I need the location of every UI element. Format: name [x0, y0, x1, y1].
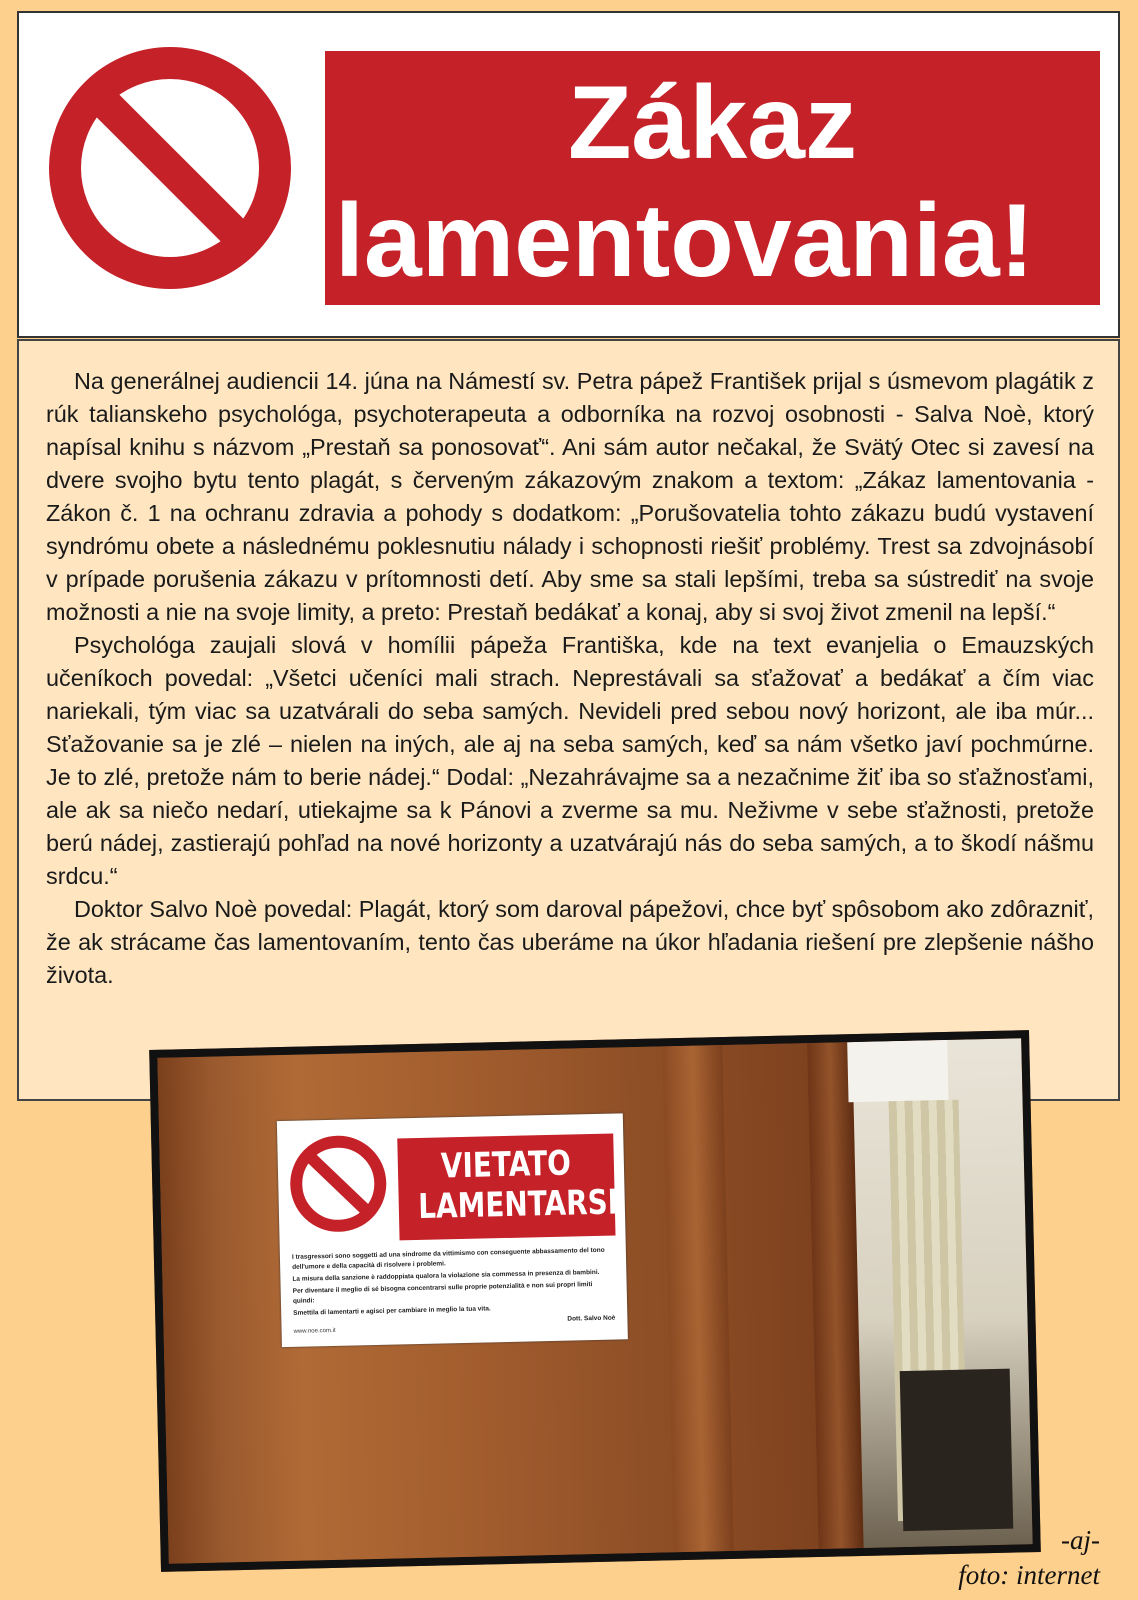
- door-edge: [662, 1045, 733, 1552]
- poster-title-box: [397, 1134, 619, 1241]
- poster-title-1: VIETATO: [440, 1143, 572, 1187]
- headline-line-2: lamentovania!: [335, 183, 1035, 299]
- poster-url: www.noe.com.it: [293, 1327, 336, 1335]
- poster-text-4: Smettila di lamentarti e agisci per cambiare in meglio la tua vita.: [293, 1305, 491, 1317]
- door-photo: [149, 1030, 1041, 1572]
- poster-text-1: I trasgressori sono soggetti ad una sindrome da vittimismo con conseguente abbassamento del tono dell'umore e della capacità di risolvere i problemi.: [291, 1246, 605, 1271]
- article-paragraph-1: Na generálnej audiencii 14. júna na Námestí sv. Petra pápež František prijal s úsmevom plagátik z rúk talianskeho psychológa, psychoterapeuta a odborníka na rozvoj osobnosti - Salva Noè, ktorý napísal knihu s názvom „Prestaň sa ponosovať“. Ani sám autor nečakal, že Svätý Otec si zavesí na dvere svojho bytu tento plagát, s červeným zákazovým znakom a textom: „Zákaz lamentovania - Zákon č. 1 na ochranu zdravia a pohody s dodatkom: „Porušovatelia tohto zákazu budú vystavení syndrómu obete a následnému poklesnutiu nálady i schopnosti riešiť problémy. Trest sa zdvojnásobí v prípade porušenia zákazu v prítomnosti detí. Aby sme sa stali lepšími, treba sa sústrediť na svoje možnosti a nie na svoje limity, a preto: Prestaň bedákať a konaj, aby si svoj život zmenil na lepší.“: [46, 368, 1094, 625]
- headline-banner: [17, 11, 1120, 338]
- prohibition-sign-icon: [45, 43, 295, 293]
- poster-small-text: [292, 1246, 616, 1333]
- author-credit: -aj-: [1061, 1525, 1100, 1555]
- headline-line-1: Zákaz: [567, 65, 858, 181]
- article-box: [17, 339, 1120, 1101]
- poster-title-2: LAMENTARSI: [417, 1182, 619, 1227]
- poster-text-2: La misura della sanzione è raddoppiata qualora la violazione sia commessa in presenza di bambini.: [292, 1268, 600, 1283]
- article-text: [46, 365, 1094, 992]
- headline-box: [325, 51, 1100, 305]
- window: [847, 1040, 948, 1102]
- furniture: [900, 1369, 1014, 1531]
- photo-credit: foto: internet: [958, 1560, 1100, 1590]
- poster-text-5: Dott. Salvo Noè: [567, 1314, 616, 1323]
- poster-prohibition-sign-icon: [287, 1133, 389, 1235]
- door-poster: [277, 1113, 628, 1347]
- poster-text-3: Per diventare il meglio di sé bisogna concentrarsi sulle proprie potenzialità e non sui propri limiti quindi:: [292, 1281, 593, 1305]
- article-paragraph-2: Psychológa zaujali slová v homílii pápeža Františka, kde na text evanjelia o Emauzských učeníkoch povedal: „Všetci učeníci mali strach. Neprestávali sa sťažovať a bedákať a čím viac nariekali, tým viac sa uzatvárali do seba samých. Nevideli pred sebou nový horizont, ale iba múr... Sťažovanie sa je zlé – nielen na iných, ale aj na seba samých, keď sa nám všetko javí pochmúrne. Je to zlé, pretože nám to berie nádej.“ Dodal: „Nezahrávajme sa a nezačnime žiť iba so sťažnosťami, ale ak sa niečo nedarí, utiekajme sa k Pánovi a zverme sa mu. Neživme v sebe sťažnosti, pretože berú nádej, zastierajú pohľad na nové horizonty a uzatvárajú nás do seba samých, a to škodí nášmu srdcu.“: [46, 632, 1094, 889]
- article-paragraph-3: Doktor Salvo Noè povedal: Plagát, ktorý som daroval pápežovi, chce byť spôsobom ako zdôrazniť, že ak strácame čas lamentovaním, tento čas uberáme na úkor hľadania riešení pre zlepšenie nášho života.: [46, 896, 1094, 988]
